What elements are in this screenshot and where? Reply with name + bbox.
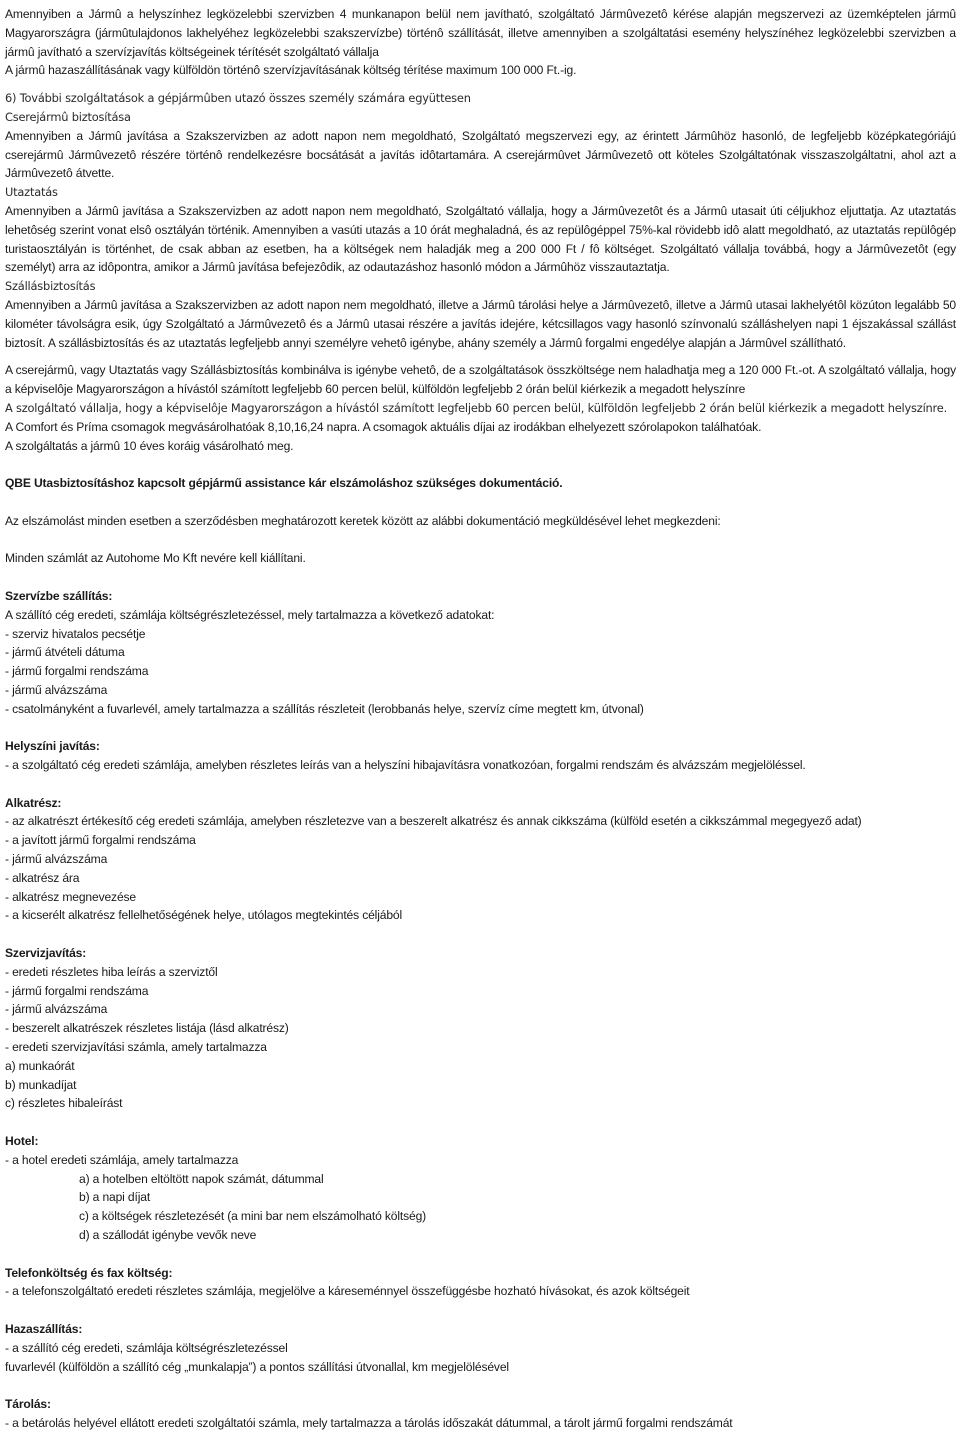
list-item: - alkatrész ára: [5, 870, 80, 885]
list-item: - jármű alvázszáma: [5, 852, 108, 867]
spacer: [5, 775, 956, 794]
intro-paragraph: Amennyiben a Jármû a helyszínhez legközelebbi szervizben 4 munkanapon belül nem javítható, szolgáltató Jármûvezetô kérése alapján megszervezi az üzemképtelen jármû Magyarországra (jármûtulajdonos lakhelyéhez legközelebbi szakszervízbe) történô szállítását, illetve amennyiben a szolgáltatási esemény helyszínéhez legközelebbi szervizben a jármû javítható a szervízjavítás költségeinek térítését szolgáltató vállalja: [5, 7, 956, 59]
invoice-note: Minden számlát az Autohome Mo Kft nevére kell kiállítani.: [5, 551, 306, 566]
list-item: - a betárolás helyével ellátott eredeti szolgáltatói számla, mely tartalmazza a tárolás időszakát dátummal, a tárolt jármű forgalmi rendszámát: [5, 1415, 733, 1430]
list-item: - jármű forgalmi rendszáma: [5, 664, 149, 679]
document-page: [5, 5, 956, 1433]
section-6-heading: 6) További szolgáltatások a gépjármûben utazó összes személy számára együttesen: [5, 91, 471, 106]
travel-heading: Utaztatás: [5, 185, 58, 200]
combined-limit-text: A cserejármû, vagy Utaztatás vagy Szállásbiztosítás kombinálva is igénybe vehetô, de a szolgáltatások összköltsége nem haladhatja meg a 120 000 Ft.-ot. A szolgáltató vállalja, hogy a képviselôje Magyarországon a hívástól számított legfeljebb 60 percen belül, külföldön legfeljebb 2 órán belül kiérkezik a megadott helyszínre: [5, 363, 956, 397]
list-item: fuvarlevél (külföldön a szállító cég „munkalapja”) a pontos szállítási útvonallal, km megjelölésével: [5, 1359, 509, 1374]
spacer: [5, 1245, 956, 1264]
spacer: [5, 80, 956, 89]
section-title-hazaszallitas: Hazaszállítás:: [5, 1321, 83, 1336]
spacer: [5, 925, 956, 944]
section-title-tarolas: Tárolás:: [5, 1397, 51, 1412]
list-item: - jármű alvázszáma: [5, 1002, 108, 1017]
list-item: - szerviz hivatalos pecsétje: [5, 626, 146, 641]
rental-heading: Cserejármû biztosítása: [5, 109, 131, 124]
spacer: [5, 1376, 956, 1395]
spacer: [5, 455, 956, 474]
list-item: b) munkadíjat: [5, 1077, 77, 1092]
qbe-intro: Az elszámolást minden esetben a szerződésben meghatározott keretek között az alábbi dokumentáció megküldésével lehet megkezdeni:: [5, 513, 721, 528]
rental-text: Amennyiben a Jármû javítása a Szakszervizben az adott napon nem megoldható, Szolgáltató megszervezi egy, az érintett Jármûhöz hasonló, de legfeljebb középkategóriájú cserejármû Jármûvezetô részére történô rendelkezésre bocsátását a javítás idôtartamára. A cserejármûvet Jármûvezetô ott köteles Szolgáltatónak visszaszolgáltatni, ahol azt a Jármûvezetô átvette.: [5, 128, 956, 181]
list-item: c) részletes hibaleírást: [5, 1096, 123, 1111]
spacer: [5, 1113, 956, 1132]
list-item: - beszerelt alkatrészek részletes listája (lásd alkatrész): [5, 1021, 289, 1036]
spacer: [5, 493, 956, 512]
list-item: - a szolgáltató cég eredeti számlája, amelyben részletes leírás van a helyszíni hibajavításra vonatkozóan, forgalmi rendszám és alvázszám megjelöléssel.: [5, 758, 806, 773]
section-title-hotel: Hotel:: [5, 1134, 39, 1149]
spacer: [5, 531, 956, 550]
list-item: a) munkaórát: [5, 1058, 75, 1073]
spacer: [5, 352, 956, 361]
list-item: - jármű forgalmi rendszáma: [5, 983, 149, 998]
list-item: - a kicserélt alkatrész fellelhetőségének helye, utólagos megtekintés céljából: [5, 908, 403, 923]
qbe-title: QBE Utasbiztosításhoz kapcsolt gépjármű assistance kár elszámoláshoz szükséges dokumentáció.: [5, 476, 563, 491]
list-item: - a telefonszolgáltató eredeti részletes számlája, megjelölve a káreseménnyel összefüggésbe hozható hívásokat, és azok költségeit: [5, 1284, 690, 1299]
list-item: - jármű alvázszáma: [5, 682, 108, 697]
list-item: - a szállító cég eredeti, számlája költségrészletezéssel: [5, 1340, 288, 1355]
list-item: - csatolmányként a fuvarlevél, amely tartalmazza a szállítás részleteit (lerobbanás helye, szervíz címe megtett km, útvonal): [5, 701, 644, 716]
section-title-szervizjavitas: Szervizjavítás:: [5, 946, 87, 961]
list-item: - eredeti részletes hiba leírás a szerviztől: [5, 964, 218, 979]
list-item: - eredeti szervizjavítási számla, amely tartalmazza: [5, 1040, 267, 1055]
spacer: [5, 718, 956, 737]
list-item: - az alkatrészt értékesítő cég eredeti számlája, amelyben részletezve van a beszerelt alkatrész és annak cikkszáma (külföld esetén a cikkszámmal megegyező adat): [5, 814, 862, 829]
lodging-text: Amennyiben a Jármû javítása a Szakszervizben az adott napon nem megoldható, illetve a Jármû tárolási helye a Jármûvezetô, illetve a Jármû utasai lakhelyétôl közúton legalább 50 kilométer távolságra esik, úgy Szolgáltató a Jármûvezetô és a Jármû utasai részére a javítás idejére, kétcsillagos vagy hasonló színvonalú szálláshelyen napi 1 éjszakással szállást biztosít. A szállásbiztosítás és az utaztatás legfeljebb annyi személyre vehetô igénybe, ahány személy a Jármû forgalmi engedélye alapján a Jármûvel szállítható.: [5, 297, 956, 350]
list-item: - jármű átvételi dátuma: [5, 645, 125, 660]
list-item: - alkatrész megnevezése: [5, 889, 136, 904]
section-title-telefon: Telefonköltség és fax költség:: [5, 1265, 173, 1280]
spacer: [5, 568, 956, 587]
list-item: - a javított jármű forgalmi rendszáma: [5, 833, 196, 848]
section-intro-szervizbe: A szállító cég eredeti, számlája költségrészletezéssel, mely tartalmazza a következő adatokat:: [5, 607, 495, 622]
list-item: b) a napi díjat: [79, 1190, 151, 1205]
spacer: [5, 1301, 956, 1320]
list-item: d) a szállodát igénybe vevők neve: [79, 1228, 257, 1242]
lodging-heading: Szállásbiztosítás: [5, 279, 96, 294]
intro-limit: A jármû hazaszállításának vagy külföldön történô szervízjavításának költség térítése maximum 100 000 Ft.-ig.: [5, 63, 577, 78]
representative-text: A szolgáltató vállalja, hogy a képviselôje Magyarországon a hívástól számított legfeljebb 60 percen belül, külföldön legfeljebb 2 órán belül kiérkezik a megadott helyszínre.: [5, 400, 948, 415]
age-limit-text: A szolgáltatás a jármû 10 éves koráig vásárolható meg.: [5, 438, 294, 453]
list-item: a) a hotelben eltöltött napok számát, dátummal: [79, 1171, 324, 1186]
section-intro-hotel: - a hotel eredeti számlája, amely tartalmazza: [5, 1152, 239, 1167]
section-title-alkatresz: Alkatrész:: [5, 795, 62, 810]
travel-text: Amennyiben a Jármû javítása a Szakszervizben az adott napon nem megoldható, Szolgáltató vállalja, hogy a Jármûvezetôt és a Jármû utasait úti céljukhoz eljuttatja. Az utaztatás lehetôség szerint vonat elsô osztályán történik. Amennyiben a vasúti utazás a 10 órát meghaladná, és az repülôgéppel 75%-kal rövidebb idô alatt megoldható, az utaztatás repülôgép turistaosztályán is történhet, de csak abban az esetben, ha a költségek nem haladják meg a 200 000 Ft / fô költséget. Szolgáltató vállalja továbbá, hogy a Jármûvezetôt (egy személyt) arra az idôpontra, amikor a Jármû javítása befejezôdik, az odautazáshoz hasonló módon a Jármûhöz visszautaztatja.: [5, 203, 956, 275]
packages-text: A Comfort és Príma csomagok megvásárolhatóak 8,10,16,24 napra. A csomagok aktuális díjai az irodákban elhelyezett szórolapokon találhatóak.: [5, 419, 762, 434]
section-title-helyszini: Helyszíni javítás:: [5, 739, 100, 754]
section-title-szervizbe: Szervízbe szállítás:: [5, 588, 113, 603]
list-item: c) a költségek részletezését (a mini bar nem elszámolható költség): [79, 1209, 427, 1224]
